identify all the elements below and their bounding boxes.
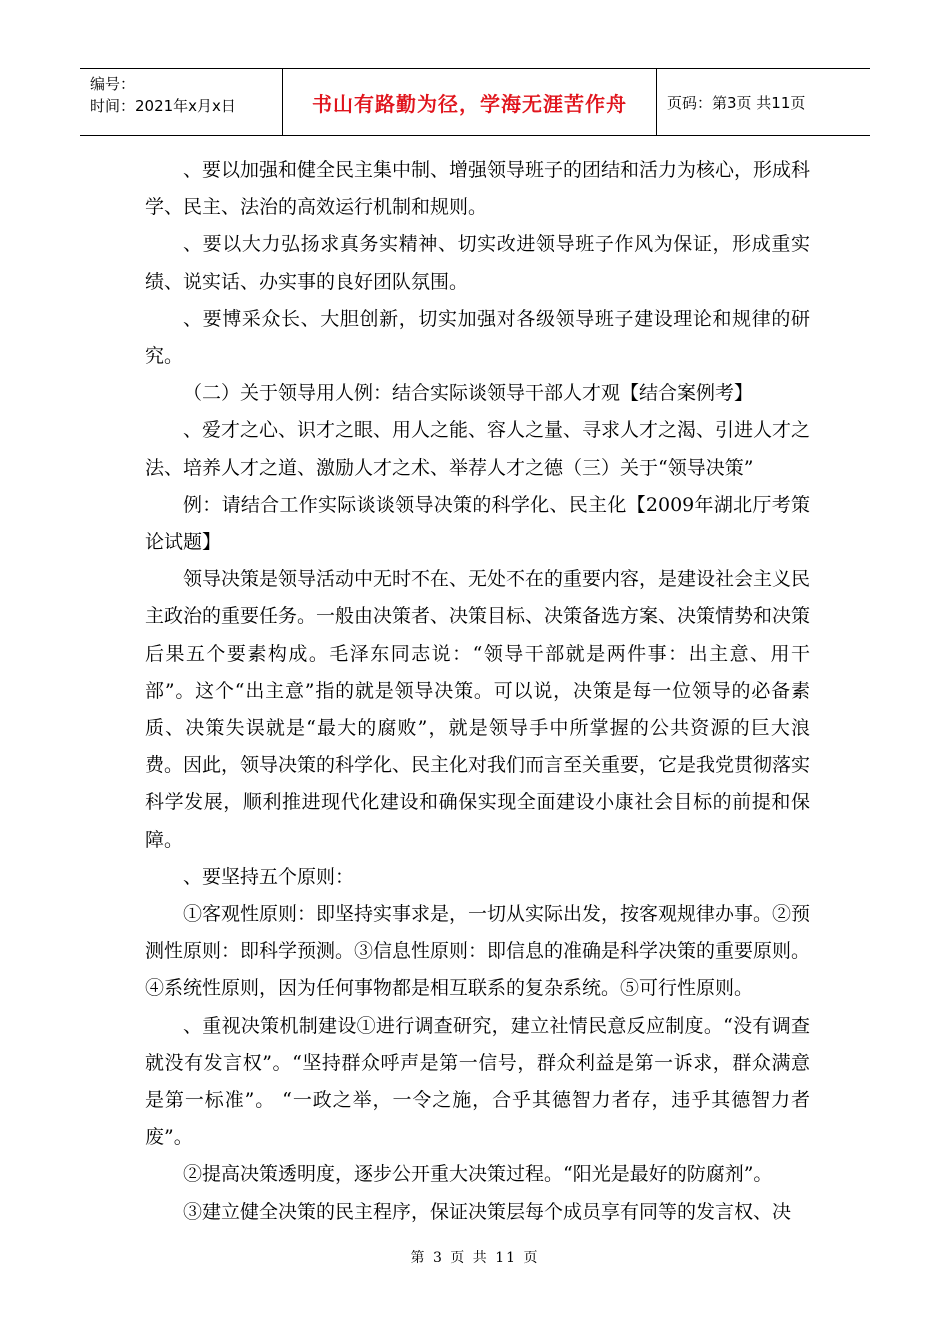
motto-text: 书山有路勤为径，学海无涯苦作舟 — [312, 91, 627, 116]
paragraph: ①客观性原则：即坚持实事求是，一切从实际出发，按客观规律办事。②预测性原则：即科学预测。③信息性原则：即信息的准确是科学决策的重要原则。④系统性原则，因为任何事物都是相互联系的复杂系统。⑤可行性原则。 — [145, 903, 811, 1000]
date-label: 时间：2021年x月x日 — [90, 97, 236, 115]
paragraph: 、重视决策机制建设①进行调查研究，建立社情民意反应制度。“没有调查就没有发言权”。“坚持群众呼声是第一信号，群众利益是第一诉求，群众满意是第一标准”。 “一政之举，一令之施，合乎其德智力者存，违乎其德智力者废”。 — [145, 1014, 810, 1149]
header-meta — [80, 69, 283, 135]
header-motto-cell — [283, 69, 657, 135]
paragraph: 领导决策是领导活动中无时不在、无处不在的重要内容，是建设社会主义民主政治的重要任务。一般由决策者、决策目标、决策备选方案、决策情势和决策后果五个要素构成。毛泽东同志说：“领导干部就是两件事：出主意、用干部”。这个“出主意”指的就是领导决策。可以说，决策是每一位领导的必备素质、决策失误就是“最大的腐败”，就是领导手中所掌握的公共资源的巨大浪费。因此，领导决策的科学化、民主化对我们而言至关重要，它是我党贯彻落实科学发展，顺利推进现代化建设和确保实现全面建设小康社会目标的前提和保障。 — [145, 568, 811, 851]
page-footer: 第 3 页 共 11 页 — [410, 1250, 540, 1266]
number-label: 编号： — [90, 75, 136, 93]
paragraph: ②提高决策透明度，逐步公开重大决策过程。“阳光是最好的防腐剂”。 — [183, 1163, 773, 1186]
paragraph: 、要以大力弘扬求真务实精神、切实改进领导班子作风为保证，形成重实绩、说实话、办实事的良好团队氛围。 — [145, 233, 810, 293]
paragraph: 例：请结合工作实际谈谈领导决策的科学化、民主化【2009年湖北厅考策论试题】 — [145, 493, 810, 554]
header-page-cell — [657, 69, 870, 135]
paragraph: 、要坚持五个原则： — [183, 865, 355, 888]
page-info: 页码：第3页 共11页 — [667, 93, 806, 112]
section-heading: （二）关于领导用人例：结合实际谈领导干部人才观【结合案例考】 — [183, 382, 754, 405]
paragraph: 、要博采众长、大胆创新，切实加强对各级领导班子建设理论和规律的研究。 — [145, 307, 810, 368]
paragraph: 、要以加强和健全民主集中制、增强领导班子的团结和活力为核心，形成科学、民主、法治的高效运行机制和规则。 — [145, 159, 811, 219]
paragraph: ③建立健全决策的民主程序，保证决策层每个成员享有同等的发言权、决 — [183, 1200, 792, 1223]
paragraph: 、爱才之心、识才之眼、用人之能、容人之量、寻求人才之渴、引进人才之法、培养人才之道、激励人才之术、举荐人才之德（三）关于“领导决策” — [145, 419, 811, 479]
page-header — [80, 68, 870, 136]
document-body — [145, 152, 810, 1231]
